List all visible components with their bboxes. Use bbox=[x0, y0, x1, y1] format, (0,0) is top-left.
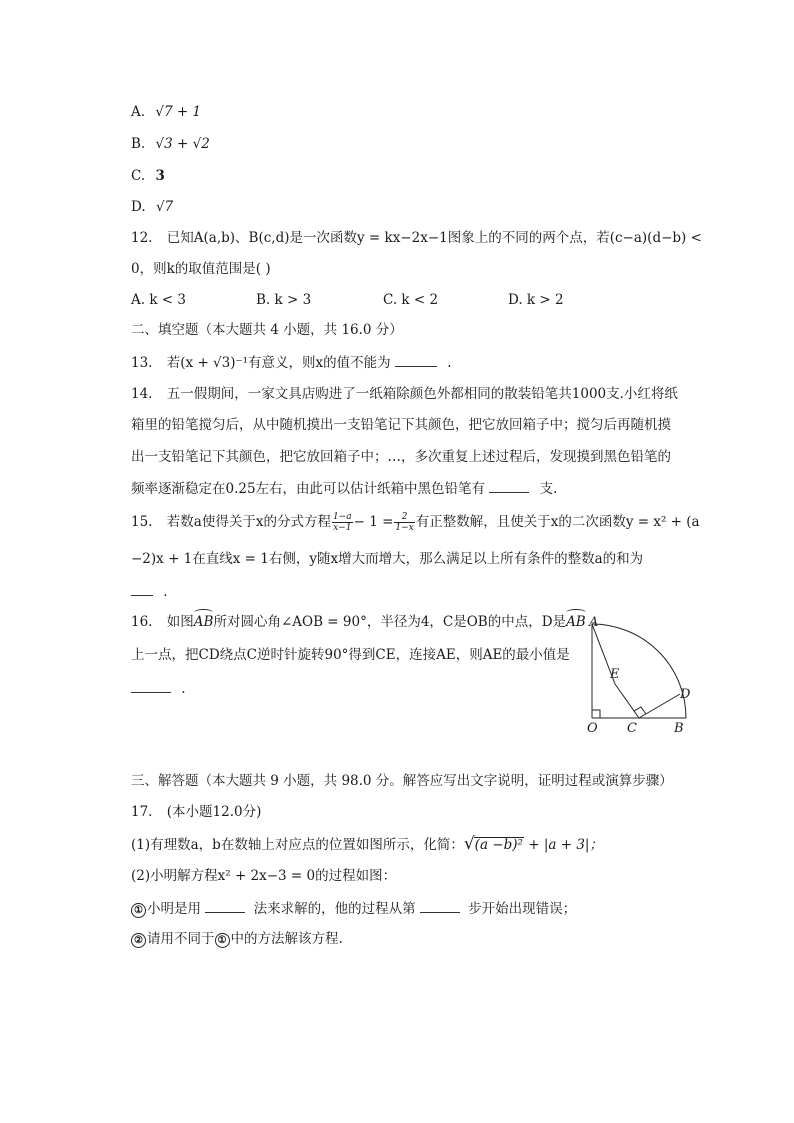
question-text: 步开始出现错误； bbox=[468, 901, 577, 917]
question-text: 五一假期间，一家文具店购进了一纸箱除颜色外都相同的散装铅笔共1000支.小红将纸 bbox=[166, 386, 678, 402]
option-expr: 3 bbox=[155, 168, 165, 184]
option-expr: √7 + 1 bbox=[155, 104, 202, 120]
q15-line2: −2)x + 1在直线x = 1右侧，y随x增大而增大，那么满足以上所有条件的整数a的和为 bbox=[131, 551, 644, 567]
q13 bbox=[131, 352, 452, 373]
q16-line3 bbox=[131, 678, 186, 699]
label-o: O bbox=[587, 721, 598, 736]
q16-geometry-figure bbox=[580, 612, 700, 737]
option-letter: D. bbox=[131, 199, 146, 215]
question-text: 所对圆心角∠AOB = 90°，半径为4，C是OB的中点，D是 bbox=[213, 614, 567, 630]
question-end: . bbox=[163, 584, 168, 600]
q17-header bbox=[131, 802, 261, 822]
answer-blank[interactable] bbox=[205, 898, 245, 913]
equation-middle: − 1 = bbox=[353, 514, 394, 530]
question-text: 请用不同于 bbox=[147, 931, 215, 947]
question-text: (1)有理数a，b在数轴上对应点的位置如图所示，化简： bbox=[131, 837, 464, 853]
numerator: 2 bbox=[394, 512, 414, 523]
segment-cd bbox=[639, 694, 680, 718]
q17-part1 bbox=[131, 834, 603, 855]
question-number: 17. bbox=[131, 804, 153, 820]
circled-two-icon: ② bbox=[131, 933, 146, 948]
question-number: 14. bbox=[131, 386, 153, 402]
option-letter: A. bbox=[131, 104, 146, 120]
answer-blank[interactable] bbox=[420, 898, 460, 913]
question-text: + |a + 3|； bbox=[528, 837, 603, 853]
sqrt-radicand: (a −b)² bbox=[474, 837, 523, 853]
question-number: 16. bbox=[131, 614, 153, 630]
option-expr: √3 + √2 bbox=[155, 136, 210, 152]
question-text: 频率逐渐稳定在0.25左右，由此可以估计纸箱中黑色铅笔有 bbox=[131, 481, 486, 497]
q14-line4 bbox=[131, 478, 557, 499]
option-letter: B. bbox=[131, 136, 146, 152]
question-text: 已知A(a,b)、B(c,d)是一次函数y = kx−2x−1图象上的不同的两个点，若(c−a)(d−b) < bbox=[166, 230, 702, 246]
sqrt-sign: √ bbox=[463, 834, 475, 854]
question-end: . bbox=[181, 681, 186, 697]
option-letter: C. bbox=[131, 168, 146, 184]
q11-option-b bbox=[131, 134, 210, 154]
circled-one-icon: ① bbox=[215, 933, 230, 948]
q14-line1 bbox=[131, 384, 678, 404]
question-text: 中的方法解该方程. bbox=[230, 931, 343, 947]
question-number: 12. bbox=[131, 230, 153, 246]
option-expr: √7 bbox=[155, 199, 174, 215]
option-a: A. k < 3 bbox=[131, 292, 186, 308]
label-a: A bbox=[589, 615, 599, 630]
arc-ab-shape bbox=[592, 624, 686, 718]
segment-ce bbox=[615, 684, 639, 718]
q11-option-c bbox=[131, 166, 165, 186]
arc-ab: AB bbox=[566, 614, 586, 630]
denominator: 1−x bbox=[395, 523, 414, 533]
q17-step2 bbox=[131, 929, 343, 949]
q12-options bbox=[131, 290, 564, 310]
question-text: 有正整数解，且使关于x的二次函数y = x² + (a bbox=[415, 514, 700, 530]
label-e: E bbox=[610, 667, 620, 682]
question-number: 15. bbox=[131, 514, 153, 530]
q16-line1 bbox=[131, 612, 586, 632]
question-points: (本小题12.0分) bbox=[166, 804, 262, 820]
answer-blank[interactable] bbox=[131, 678, 171, 693]
answer-blank[interactable] bbox=[395, 352, 437, 367]
numerator: 1−a bbox=[332, 512, 352, 522]
answer-blank[interactable] bbox=[489, 478, 529, 493]
q14-line3: 出一支铅笔记下其颜色，把它放回箱子中；…，多次重复上述过程后，发现摸到黑色铅笔的 bbox=[131, 449, 671, 465]
q12-line1 bbox=[131, 228, 702, 248]
section-header-fill-blank: 二、填空题（本大题共 4 小题，共 16.0 分） bbox=[131, 322, 403, 338]
question-text: 若数a使得关于x的分式方程 bbox=[166, 514, 331, 530]
option-c: C. k < 2 bbox=[383, 292, 439, 308]
q12-line2: 0，则k的取值范围是( ) bbox=[131, 261, 271, 277]
question-end: . bbox=[447, 355, 452, 371]
denominator: x−1 bbox=[333, 523, 352, 533]
question-number: 13. bbox=[131, 355, 153, 371]
q15-line3 bbox=[131, 581, 168, 602]
q17-part2: (2)小明解方程x² + 2x−3 = 0的过程如图： bbox=[131, 868, 397, 884]
label-c: C bbox=[627, 721, 637, 736]
q15-line1 bbox=[131, 512, 700, 533]
option-b: B. k > 3 bbox=[256, 292, 312, 308]
q11-option-d bbox=[131, 197, 173, 217]
question-text: 如图 bbox=[166, 614, 194, 630]
label-d: D bbox=[680, 687, 691, 702]
section-header-solve: 三、解答题（本大题共 9 小题，共 98.0 分。解答应写出文字说明，证明过程或演算步骤） bbox=[131, 773, 673, 789]
arc-ab: AB bbox=[193, 614, 214, 630]
option-d: D. k > 2 bbox=[508, 292, 564, 308]
q14-line2: 箱里的铅笔搅匀后，从中随机摸出一支铅笔记下其颜色，把它放回箱子中；搅匀后再随机摸 bbox=[131, 417, 671, 433]
answer-blank[interactable] bbox=[131, 581, 153, 596]
right-angle-o bbox=[592, 710, 600, 718]
question-text: 若(x + √3)⁻¹有意义，则x的值不能为 bbox=[166, 355, 391, 371]
q16-line2: 上一点，把CD绕点C逆时针旋转90°得到CE，连接AE，则AE的最小值是 bbox=[131, 647, 570, 663]
question-end: 支. bbox=[539, 481, 558, 497]
q17-step1 bbox=[131, 898, 576, 919]
question-text: 小明是用 bbox=[147, 901, 201, 917]
q11-option-a bbox=[131, 102, 201, 122]
question-text: 法来求解的，他的过程从第 bbox=[253, 901, 416, 917]
label-b: B bbox=[674, 721, 684, 736]
circled-one-icon: ① bbox=[131, 903, 146, 918]
fraction-2 bbox=[394, 512, 414, 533]
fraction-1 bbox=[332, 512, 353, 533]
